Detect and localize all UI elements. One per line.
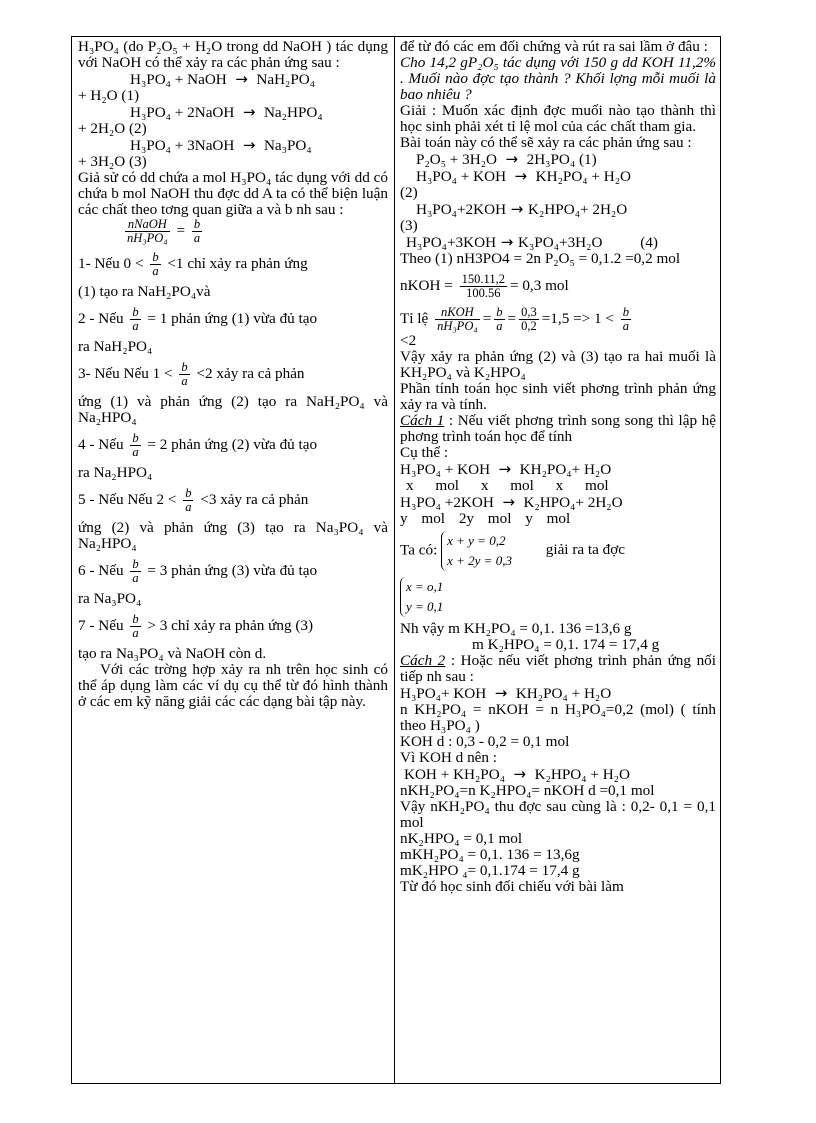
result-2: m K₂HPO₄ = 0,1. 174 = 17,4 g (472, 636, 660, 653)
ratio-formula: $\frac{\text{nNaOH}}{\text{nH₃PO₄}}$ = $\frac{b}{a}$ (127, 217, 201, 245)
result-1: Nh vậy m KH₂PO₄ = 0,1. 136 =13,6 g (400, 620, 632, 637)
system-eq-1: H₃PO₄ + KOH → KH₂PO₄+ H₂O (400, 460, 612, 478)
method-1: Cách 1 : Nếu viết phơng trình song song thì lập hệ phơng trình toán học để tính (400, 412, 716, 445)
case-2: 2 - Nếu $\frac{b}{a}$ = 1 phản ứng (1) vừa đủ tạo (78, 305, 318, 333)
case-1: 1- Nếu 0 < $\frac{b}{a}$ <1 chỉ xảy ra phản ứng (78, 250, 308, 278)
content-table (71, 36, 721, 1084)
equation-2-tag: (2) (400, 184, 418, 201)
equation-2: H₃PO₄ + KOH → KH₂PO₄ + H₂O (416, 167, 631, 185)
system-eq-2: H₃PO₄ +2KOH → K₂HPO₄+ 2H₂O (400, 493, 623, 511)
n-k2hpo4: nK₂HPO₄ = 0,1 mol (400, 830, 523, 847)
arrow-icon: → (242, 103, 256, 121)
arrow-icon: → (505, 150, 519, 168)
reaction-2: H₃PO₄ + 2NaOH → Na₂HPO₄ (130, 103, 323, 121)
arrow-icon: → (502, 493, 515, 511)
solution-text: Giải : Muốn xác định đợc muối nào tạo thành thì học sinh phải xét tỉ lệ mol của các chất tham gia. (400, 102, 716, 135)
reaction-1-tail: + H₂O (1) (78, 87, 140, 104)
koh-excess-reason: Vì KOH d nên : (400, 749, 498, 766)
case-7-line2: tạo ra Na₃PO₄ và NaOH còn d. (78, 645, 267, 662)
left-column (78, 39, 388, 710)
possible-reactions: Bài toán này có thể sẽ xảy ra các phản ứng sau : (400, 134, 692, 151)
case-3-line2: ứng (1) và phản ứng (2) tạo ra NaH₂PO₄ và Na₂HPO₄ (78, 393, 388, 426)
mol-line-1: n KH₂PO₄ = nKOH = n H₃PO₄=0,2 (mol) ( tính theo H₃PO₄ ) (400, 701, 716, 734)
nkoh-formula: nKOH = $\frac{150.11,2}{100.56}$ = 0,3 mol (400, 272, 569, 300)
intro-line: để từ đó các em đối chứng và rút ra sai lầm ở đâu : (400, 38, 708, 55)
arrow-icon: → (498, 460, 512, 478)
specific-label: Cụ thể : (400, 444, 449, 461)
equation-system: Ta có: x + y = 0,2 x + 2y = 0,3 giải ra ta đợc (400, 531, 716, 571)
ratio-fraction: $\frac{\text{nNaOH}}{\text{nH₃PO₄}}$ (127, 217, 168, 245)
solution-system: x = o,1 y = 0,1 (400, 577, 716, 617)
case-4: 4 - Nếu $\frac{b}{a}$ = 2 phản ứng (2) vừa đủ tạo (78, 431, 318, 459)
closing-text: Với các trờng hợp xảy ra nh trên học sinh có thể áp dụng làm các ví dụ cụ thể từ đó hình thành ở các em kỹ năng giải các các dạng bài tập này. (78, 661, 388, 710)
calculation-note: Phần tính toán học sinh viết phơng trình phản ứng xảy ra và tính. (400, 380, 716, 413)
m-k2hpo4: mK₂HPO ₄= 0,1.174 = 17,4 g (400, 862, 580, 879)
arrow-icon: → (514, 167, 528, 185)
arrow-icon: → (513, 765, 527, 783)
case-5: 5 - Nếu Nếu 2 < $\frac{b}{a}$ <3 xảy ra cả phản (78, 486, 309, 514)
case-6-line2: ra Na₃PO₄ (78, 590, 142, 607)
arrow-icon: → (235, 70, 248, 88)
case-7: 7 - Nếu $\frac{b}{a}$ > 3 chỉ xảy ra phản ứng (3) (78, 612, 314, 640)
assumption-text: Giả sử có dd chứa a mol H₃PO₄ tác dụng với dd có chứa b mol NaOH thu đợc dd A ta có thể biện luận các chất theo tơng quan giữa a và b nh sau : (78, 169, 388, 218)
case-4-line2: ra Na₂HPO₄ (78, 464, 153, 481)
conclusion: Vậy xảy ra phản ứng (2) và (3) tạo ra hai muối là KH₂PO₄ và K₂HPO₄ (400, 348, 716, 381)
b-over-a: $\frac{b}{a}$ (193, 217, 201, 245)
case-2-line2: ra NaH₂PO₄ (78, 338, 153, 355)
ratio-line: Tỉ lệ $\frac{\text{nKOH}}{\text{nH₃PO₄}}$ = $\frac{b}{a}$ = $\frac{0,3}{0,2}$ =1,5 => 1 < $\frac{b}{a}$ (400, 305, 630, 333)
final-mol: Vậy nKH₂PO₄ thu đợc sau cùng là : 0,2- 0,1 = 0,1 mol (400, 798, 716, 831)
sequential-eq-2: KOH + KH₂PO₄ → K₂HPO₄ + H₂O (404, 765, 630, 783)
equation-3: H₃PO₄+2KOH → K₂HPO₄+ 2H₂O (416, 200, 628, 218)
arrow-icon: → (500, 233, 514, 251)
mol-line-2: nKH₂PO₄=n K₂HPO₄= nKOH d =0,1 mol (400, 782, 655, 799)
problem-statement: Cho 14,2 gP₂O₅ tác dụng với 150 g dd KOH 11,2% . Muối nào đợc tạo thành ? Khối lợng mỗi muối là bao nhiêu ? (400, 54, 716, 103)
theo-line: Theo (1) nH3PO4 = 2n P₂O₅ = 0,1.2 =0,2 mol (400, 250, 681, 267)
koh-excess: KOH d : 0,3 - 0,2 = 0,1 mol (400, 733, 570, 750)
m-kh2po4: mKH₂PO₄ = 0,1. 136 = 13,6g (400, 846, 580, 863)
reaction-3: H₃PO₄ + 3NaOH → Na₃PO₄ (130, 136, 312, 154)
case-5-line2: ứng (2) và phản ứng (3) tạo ra Na₃PO₄ và Na₂HPO₄ (78, 519, 388, 552)
system-eq-1-mol: x mol x mol x mol (406, 477, 609, 494)
reaction-2-tail: + 2H₂O (2) (78, 120, 147, 137)
arrow-icon: → (510, 200, 524, 218)
arrow-icon: → (494, 684, 508, 702)
equation-4: H₃PO₄+3KOH → K₃PO₄+3H₂O (4) (406, 233, 658, 251)
sequential-eq-1: H₃PO₄+ KOH → KH₂PO₄ + H₂O (400, 684, 612, 702)
final-note: Từ đó học sinh đối chiếu với bài làm (400, 878, 624, 895)
equation-3-tag: (3) (400, 217, 418, 234)
case-3: 3- Nếu Nếu 1 < $\frac{b}{a}$ <2 xảy ra cả phản (78, 360, 305, 388)
reaction-1: H₃PO₄ + NaOH → NaH₂PO₄ (130, 70, 316, 88)
equation-1: P₂O₅ + 3H₂O → 2H₃PO₄ (1) (416, 150, 597, 168)
case-6: 6 - Nếu $\frac{b}{a}$ = 3 phản ứng (3) vừa đủ tạo (78, 557, 318, 585)
column-divider (394, 37, 395, 1083)
system-eq-2-mol: y mol 2y mol y mol (400, 510, 571, 527)
case-1-line2: (1) tạo ra NaH₂PO₄và (78, 283, 211, 300)
right-column (400, 39, 716, 895)
reaction-3-tail: + 3H₂O (3) (78, 153, 147, 170)
intro-text: H₃PO₄ (do P₂O₅ + H₂O trong dd NaOH ) tác dụng với NaOH có thể xảy ra các phản ứng sau : (78, 38, 388, 71)
arrow-icon: → (242, 136, 256, 154)
ratio-end: <2 (400, 332, 417, 349)
method-2: Cách 2 : Hoặc nếu viết phơng trình phản ứng nối tiếp nh sau : (400, 652, 716, 685)
